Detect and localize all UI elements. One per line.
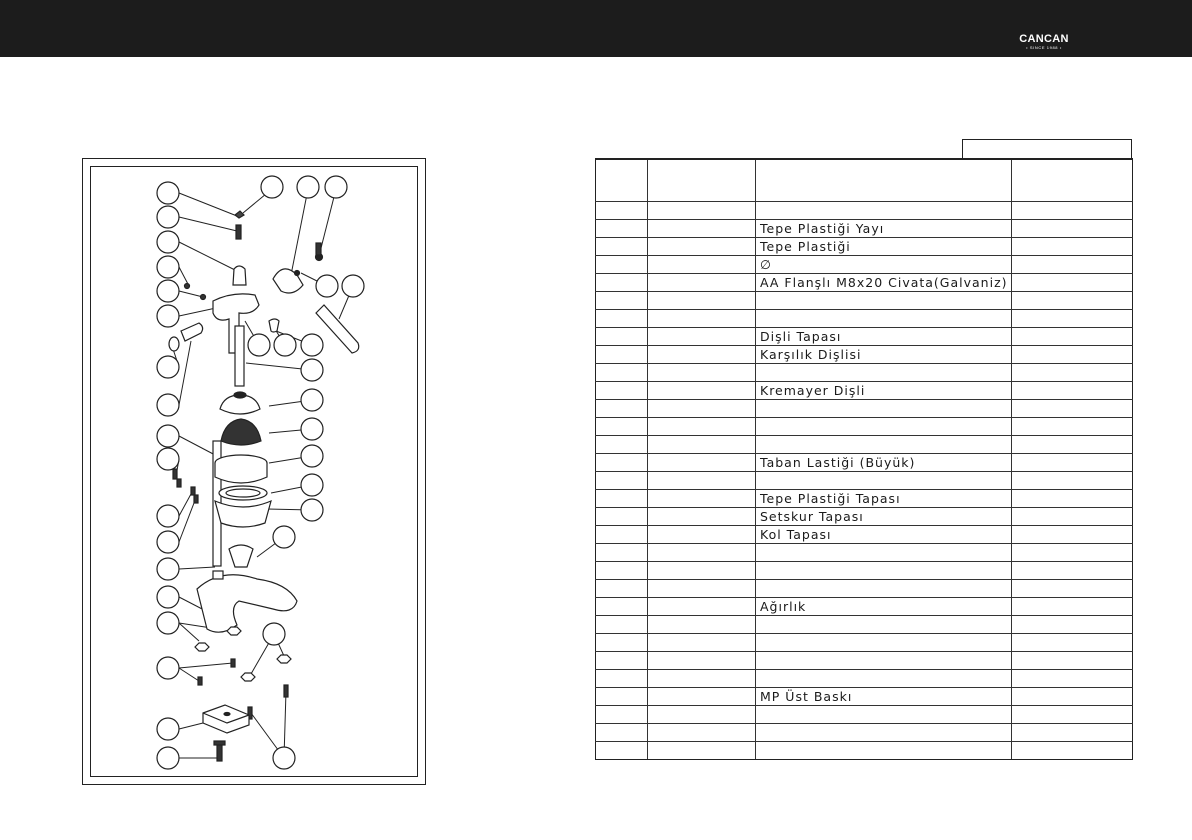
- cell-code: [648, 742, 756, 760]
- cell-qty: [1012, 256, 1133, 274]
- cell-code: [648, 436, 756, 454]
- cell-qty: [1012, 328, 1133, 346]
- parts-list-body: [596, 159, 1133, 760]
- cell-code: [648, 292, 756, 310]
- cell-description: [756, 310, 1012, 328]
- cell-no: [596, 274, 648, 292]
- cell-code: [648, 202, 756, 220]
- table-row: [596, 634, 1133, 652]
- cell-no: [596, 526, 648, 544]
- cell-no: [596, 346, 648, 364]
- callout-circle: [157, 747, 179, 769]
- callout-circle: [263, 623, 285, 645]
- cell-qty: [1012, 220, 1133, 238]
- callout-circle: [157, 586, 179, 608]
- cell-code: [648, 598, 756, 616]
- callout-circle: [325, 176, 347, 198]
- cell-no: [596, 364, 648, 382]
- table-row: [596, 418, 1133, 436]
- cell-qty: [1012, 616, 1133, 634]
- callout-circle: [157, 356, 179, 378]
- callout-circle: [157, 182, 179, 204]
- cell-qty: [1012, 580, 1133, 598]
- cell-code: [648, 634, 756, 652]
- parts-list-table: [595, 158, 1133, 760]
- cell-description: Tepe Plastiği: [756, 238, 1012, 256]
- cell-description: Tepe Plastiği Tapası: [756, 490, 1012, 508]
- cell-qty: [1012, 292, 1133, 310]
- cell-code: [648, 220, 756, 238]
- callout-circle: [157, 612, 179, 634]
- callout-circle: [342, 275, 364, 297]
- table-row: [596, 364, 1133, 382]
- table-row: [596, 400, 1133, 418]
- callout-circle: [301, 418, 323, 440]
- cell-code: [648, 310, 756, 328]
- cell-qty: [1012, 688, 1133, 706]
- cell-code: [648, 670, 756, 688]
- cell-qty: [1012, 706, 1133, 724]
- callout-circle: [301, 389, 323, 411]
- cell-no: [596, 508, 648, 526]
- cell-no: [596, 490, 648, 508]
- cell-description: [756, 724, 1012, 742]
- cell-code: [648, 508, 756, 526]
- table-row: [596, 274, 1133, 292]
- callout-circle: [157, 505, 179, 527]
- cell-qty: [1012, 562, 1133, 580]
- callout-circle: [301, 359, 323, 381]
- cell-code: [648, 274, 756, 292]
- cell-code: [648, 580, 756, 598]
- cell-no: [596, 724, 648, 742]
- cell-code: [648, 418, 756, 436]
- cell-code: [648, 652, 756, 670]
- callout-circle: [301, 499, 323, 521]
- cell-code: [648, 724, 756, 742]
- cell-qty: [1012, 742, 1133, 760]
- table-row: [596, 508, 1133, 526]
- callout-circle: [273, 747, 295, 769]
- cell-qty: [1012, 652, 1133, 670]
- cell-qty: [1012, 364, 1133, 382]
- cell-qty: [1012, 472, 1133, 490]
- table-row: [596, 292, 1133, 310]
- table-row: [596, 490, 1133, 508]
- table-row: [596, 724, 1133, 742]
- callout-circle: [301, 474, 323, 496]
- cell-description: Tepe Plastiği Yayı: [756, 220, 1012, 238]
- table-row: [596, 526, 1133, 544]
- cell-qty: [1012, 670, 1133, 688]
- cell-description: [756, 634, 1012, 652]
- cell-no: [596, 598, 648, 616]
- cell-no: [596, 616, 648, 634]
- cell-code: [648, 490, 756, 508]
- table-row: [596, 202, 1133, 220]
- callout-circle: [301, 334, 323, 356]
- cell-no: [596, 652, 648, 670]
- table-row: [596, 382, 1133, 400]
- callout-circle: [316, 275, 338, 297]
- cell-no: [596, 670, 648, 688]
- cell-no: [596, 706, 648, 724]
- callout-circle: [297, 176, 319, 198]
- callout-circle: [157, 394, 179, 416]
- cell-qty: [1012, 310, 1133, 328]
- cell-qty: [1012, 436, 1133, 454]
- cell-no: [596, 544, 648, 562]
- cell-qty: [1012, 544, 1133, 562]
- cell-qty: [1012, 400, 1133, 418]
- cell-description: [756, 652, 1012, 670]
- header-cell-no: [596, 159, 648, 202]
- cell-no: [596, 472, 648, 490]
- table-row: [596, 436, 1133, 454]
- cell-description: [756, 580, 1012, 598]
- table-row: [596, 328, 1133, 346]
- table-row: [596, 616, 1133, 634]
- cell-description: [756, 742, 1012, 760]
- header-cell-code: [648, 159, 756, 202]
- cell-qty: [1012, 382, 1133, 400]
- table-row: [596, 562, 1133, 580]
- cell-qty: [1012, 346, 1133, 364]
- callout-circle: [157, 448, 179, 470]
- cell-no: [596, 562, 648, 580]
- cell-qty: [1012, 598, 1133, 616]
- header-cell-qty: [1012, 159, 1133, 202]
- cell-description: Taban Lastiği (Büyük): [756, 454, 1012, 472]
- cell-code: [648, 256, 756, 274]
- cell-code: [648, 238, 756, 256]
- cell-no: [596, 742, 648, 760]
- top-banner: [0, 0, 1192, 57]
- table-row: [596, 688, 1133, 706]
- cell-description: Ağırlık: [756, 598, 1012, 616]
- callout-circle: [157, 657, 179, 679]
- cell-code: [648, 706, 756, 724]
- callout-circle: [261, 176, 283, 198]
- table-row: [596, 472, 1133, 490]
- table-row: [596, 220, 1133, 238]
- table-row: [596, 580, 1133, 598]
- table-row: [596, 346, 1133, 364]
- cell-qty: [1012, 274, 1133, 292]
- cell-description: [756, 616, 1012, 634]
- cell-code: [648, 472, 756, 490]
- cell-no: [596, 256, 648, 274]
- cell-code: [648, 526, 756, 544]
- cell-description: [756, 706, 1012, 724]
- cell-code: [648, 328, 756, 346]
- callout-circle: [273, 526, 295, 548]
- cell-no: [596, 436, 648, 454]
- cell-code: [648, 400, 756, 418]
- cell-qty: [1012, 418, 1133, 436]
- cancan-logo: [1004, 33, 1084, 50]
- cell-qty: [1012, 490, 1133, 508]
- exploded-parts-diagram: [83, 159, 427, 786]
- cell-description: Setskur Tapası: [756, 508, 1012, 526]
- brand-tagline: • SINCE 1988 •: [1026, 45, 1062, 50]
- cell-no: [596, 220, 648, 238]
- cell-no: [596, 454, 648, 472]
- cell-description: [756, 562, 1012, 580]
- exploded-diagram-frame: [82, 158, 426, 785]
- cell-description: [756, 400, 1012, 418]
- callout-circle: [157, 531, 179, 553]
- cell-no: [596, 580, 648, 598]
- cell-description: [756, 436, 1012, 454]
- brand-name: CANCAN: [1019, 33, 1069, 45]
- callout-circle: [157, 280, 179, 302]
- callout-circle: [274, 334, 296, 356]
- cell-description: [756, 418, 1012, 436]
- callout-circle: [157, 206, 179, 228]
- cell-qty: [1012, 526, 1133, 544]
- table-header-tab: [962, 139, 1132, 159]
- cell-no: [596, 202, 648, 220]
- cell-description: Karşılık Dişlisi: [756, 346, 1012, 364]
- table-row: [596, 742, 1133, 760]
- callout-circle: [157, 558, 179, 580]
- cell-code: [648, 346, 756, 364]
- cell-description: Kremayer Dişli: [756, 382, 1012, 400]
- callout-circle: [301, 445, 323, 467]
- cell-code: [648, 688, 756, 706]
- cell-description: [756, 202, 1012, 220]
- table-row: [596, 310, 1133, 328]
- cell-description: [756, 472, 1012, 490]
- callout-circle: [157, 231, 179, 253]
- cell-qty: [1012, 202, 1133, 220]
- table-header-row: [596, 159, 1133, 202]
- cell-qty: [1012, 634, 1133, 652]
- cell-description: [756, 292, 1012, 310]
- callout-circle: [157, 256, 179, 278]
- cell-description: Kol Tapası: [756, 526, 1012, 544]
- cell-code: [648, 544, 756, 562]
- cell-no: [596, 238, 648, 256]
- table-row: [596, 454, 1133, 472]
- header-cell-description: [756, 159, 1012, 202]
- cell-description: MP Üst Baskı: [756, 688, 1012, 706]
- cell-no: [596, 688, 648, 706]
- cell-code: [648, 454, 756, 472]
- cell-code: [648, 616, 756, 634]
- table-row: [596, 652, 1133, 670]
- cell-no: [596, 382, 648, 400]
- cell-no: [596, 634, 648, 652]
- cell-qty: [1012, 508, 1133, 526]
- cell-no: [596, 400, 648, 418]
- cell-code: [648, 364, 756, 382]
- cell-no: [596, 328, 648, 346]
- cell-no: [596, 310, 648, 328]
- cell-description: ∅: [756, 256, 1012, 274]
- callout-circle: [157, 718, 179, 740]
- callout-circle: [157, 305, 179, 327]
- cell-code: [648, 382, 756, 400]
- table-row: [596, 256, 1133, 274]
- table-row: [596, 544, 1133, 562]
- table-row: [596, 670, 1133, 688]
- table-row: [596, 238, 1133, 256]
- callout-circle: [248, 334, 270, 356]
- cell-description: [756, 544, 1012, 562]
- cell-description: Dişli Tapası: [756, 328, 1012, 346]
- table-row: [596, 706, 1133, 724]
- cell-code: [648, 562, 756, 580]
- cell-qty: [1012, 238, 1133, 256]
- cell-qty: [1012, 454, 1133, 472]
- table-row: [596, 598, 1133, 616]
- cell-description: [756, 670, 1012, 688]
- cell-no: [596, 292, 648, 310]
- cell-no: [596, 418, 648, 436]
- cell-description: [756, 364, 1012, 382]
- cell-qty: [1012, 724, 1133, 742]
- cell-description: AA Flanşlı M8x20 Civata(Galvaniz): [756, 274, 1012, 292]
- callout-circle: [157, 425, 179, 447]
